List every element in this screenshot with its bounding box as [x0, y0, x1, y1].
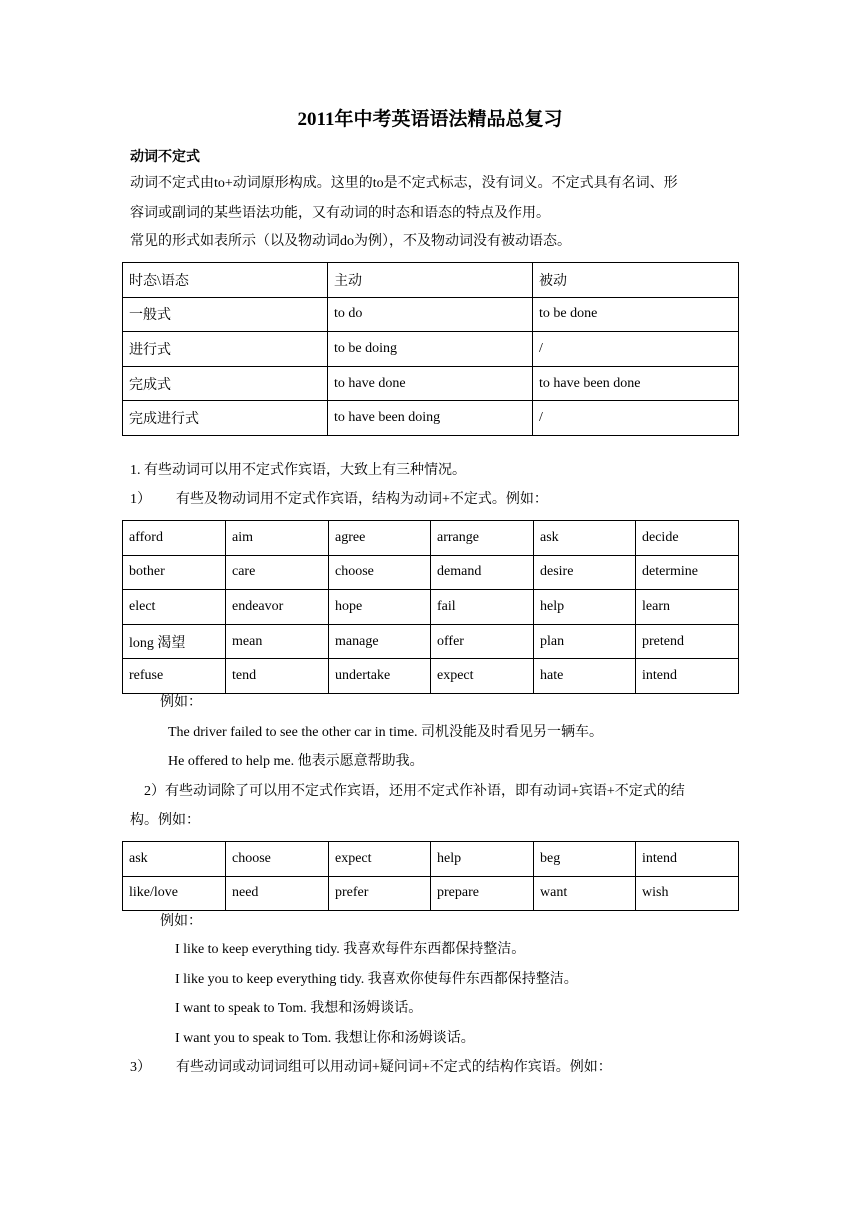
- table-cell: to be done: [533, 297, 739, 332]
- table-cell: to have been done: [533, 366, 739, 401]
- table-cell: to have done: [328, 366, 533, 401]
- table-cell: desire: [534, 555, 636, 590]
- table-cell: 被动: [533, 263, 739, 298]
- verbs-object-complement-table: [122, 841, 739, 911]
- table-cell: to be doing: [328, 332, 533, 367]
- intro-line-2: 容词或副词的某些语法功能，又有动词的时态和语态的特点及作用。: [130, 206, 550, 221]
- example-label: 例如：: [160, 695, 202, 710]
- table-cell: long 渴望: [123, 624, 226, 659]
- table-cell: expect: [329, 842, 431, 877]
- table-cell: 时态\语态: [123, 263, 328, 298]
- table-cell: decide: [636, 521, 739, 556]
- sub-1-text: 有些及物动词用不定式作宾语，结构为动词+不定式。例如：: [176, 492, 548, 507]
- table-cell: arrange: [431, 521, 534, 556]
- table-cell: pretend: [636, 624, 739, 659]
- table-cell: hate: [534, 659, 636, 694]
- table-cell: offer: [431, 624, 534, 659]
- table-row: [123, 876, 739, 911]
- table-cell: 完成进行式: [123, 401, 328, 436]
- table-cell: help: [534, 590, 636, 625]
- table-row: [123, 590, 739, 625]
- table-cell: /: [533, 332, 739, 367]
- sub-3-number: 3）: [130, 1060, 151, 1075]
- table-cell: elect: [123, 590, 226, 625]
- table-row: [123, 659, 739, 694]
- table-cell: endeavor: [226, 590, 329, 625]
- table-cell: help: [431, 842, 534, 877]
- table-cell: manage: [329, 624, 431, 659]
- example-label: 例如：: [160, 914, 202, 929]
- example-sentence: He offered to help me. 他表示愿意帮助我。: [168, 754, 424, 769]
- infinitive-forms-table: [122, 262, 739, 436]
- intro-line-1: 动词不定式由to+动词原形构成。这里的to是不定式标志，没有词义。不定式具有名词、形: [130, 176, 678, 191]
- table-cell: intend: [636, 659, 739, 694]
- table-row: [123, 521, 739, 556]
- table-cell: beg: [534, 842, 636, 877]
- table-cell: demand: [431, 555, 534, 590]
- table-cell: intend: [636, 842, 739, 877]
- example-sentence: I like you to keep everything tidy. 我喜欢你使每件东西都保持整洁。: [175, 972, 578, 987]
- table-cell: 完成式: [123, 366, 328, 401]
- table-cell: ask: [534, 521, 636, 556]
- example-sentence: The driver failed to see the other car in time. 司机没能及时看见另一辆车。: [168, 725, 604, 740]
- example-sentence: I want to speak to Tom. 我想和汤姆谈话。: [175, 1001, 423, 1016]
- table-cell: choose: [226, 842, 329, 877]
- table-cell: prepare: [431, 876, 534, 911]
- table-row: [123, 555, 739, 590]
- sub-2-line-1: 2）有些动词除了可以用不定式作宾语，还用不定式作补语，即有动词+宾语+不定式的结: [144, 784, 685, 799]
- table-row: [123, 332, 739, 367]
- table-cell: choose: [329, 555, 431, 590]
- table-row: [123, 366, 739, 401]
- table-cell: to do: [328, 297, 533, 332]
- example-sentence: I want you to speak to Tom. 我想让你和汤姆谈话。: [175, 1031, 475, 1046]
- table-cell: care: [226, 555, 329, 590]
- document-title: 2011年中考英语语法精品总复习: [297, 109, 563, 130]
- table-row: [123, 842, 739, 877]
- table-cell: 主动: [328, 263, 533, 298]
- table-cell: plan: [534, 624, 636, 659]
- sub-3-text: 有些动词或动词词组可以用动词+疑问词+不定式的结构作宾语。例如：: [176, 1060, 612, 1075]
- sub-2-line-2: 构。例如：: [130, 813, 200, 828]
- table-cell: prefer: [329, 876, 431, 911]
- table-cell: /: [533, 401, 739, 436]
- table-cell: bother: [123, 555, 226, 590]
- table-cell: tend: [226, 659, 329, 694]
- table-cell: refuse: [123, 659, 226, 694]
- table-cell: expect: [431, 659, 534, 694]
- table-cell: wish: [636, 876, 739, 911]
- table-cell: hope: [329, 590, 431, 625]
- table-cell: determine: [636, 555, 739, 590]
- table-cell: fail: [431, 590, 534, 625]
- sub-1-number: 1）: [130, 492, 151, 507]
- table-cell: mean: [226, 624, 329, 659]
- table-cell: afford: [123, 521, 226, 556]
- table-cell: want: [534, 876, 636, 911]
- table-cell: 进行式: [123, 332, 328, 367]
- intro-line-3: 常见的形式如表所示（以及物动词do为例），不及物动词没有被动语态。: [130, 234, 571, 249]
- table-cell: undertake: [329, 659, 431, 694]
- table-row: [123, 401, 739, 436]
- section-heading: 动词不定式: [130, 149, 200, 165]
- table-cell: to have been doing: [328, 401, 533, 436]
- verbs-infinitive-object-table: [122, 520, 739, 694]
- table-cell: 一般式: [123, 297, 328, 332]
- table-row: [123, 263, 739, 298]
- table-cell: like/love: [123, 876, 226, 911]
- table-cell: agree: [329, 521, 431, 556]
- table-cell: ask: [123, 842, 226, 877]
- table-row: [123, 297, 739, 332]
- table-cell: need: [226, 876, 329, 911]
- example-sentence: I like to keep everything tidy. 我喜欢每件东西都保持整洁。: [175, 942, 526, 957]
- table-row: [123, 624, 739, 659]
- point-1-heading: 1. 有些动词可以用不定式作宾语，大致上有三种情况。: [130, 463, 466, 478]
- table-cell: learn: [636, 590, 739, 625]
- table-cell: aim: [226, 521, 329, 556]
